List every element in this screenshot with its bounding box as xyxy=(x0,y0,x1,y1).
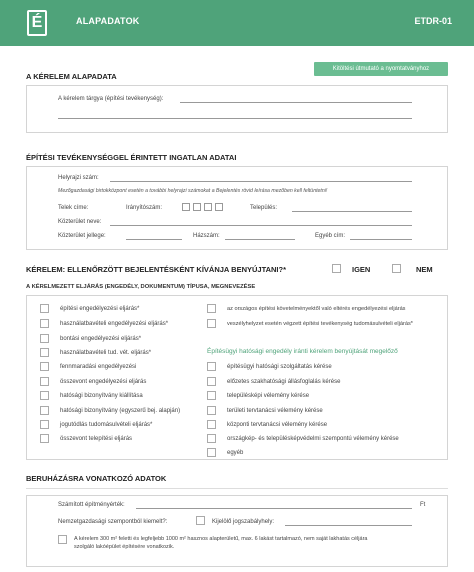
checkbox-proc-r6[interactable] xyxy=(207,406,216,415)
checkbox-no[interactable] xyxy=(392,264,401,273)
basic-data-box xyxy=(26,85,448,133)
checkbox-proc-7[interactable] xyxy=(40,391,49,400)
proc-option-2: használatbavételi engedélyezési eljárás* xyxy=(60,321,169,327)
proc-option-r3: építésügyi hatósági szolgáltatás kérése xyxy=(227,364,332,370)
checkbox-yes[interactable] xyxy=(332,264,341,273)
checkbox-proc-r5[interactable] xyxy=(207,391,216,400)
subject-input[interactable] xyxy=(180,102,412,103)
lakoepulet-note-2: szolgáló lakóépület építésére vonatkozik. xyxy=(74,544,175,550)
kozterulet-neve-input[interactable] xyxy=(110,225,412,226)
proc-option-r9: egyéb xyxy=(227,450,244,456)
proc-option-3: bontási engedélyezési eljárás* xyxy=(60,336,142,342)
section-title-basic: A KÉRELEM ALAPADATA xyxy=(26,72,117,81)
ertek-label: Számított építményérték: xyxy=(58,502,125,508)
proc-option-r5: településképi vélemény kérése xyxy=(227,393,310,399)
checkbox-proc-8[interactable] xyxy=(40,406,49,415)
checkbox-proc-3[interactable] xyxy=(40,334,49,343)
checkbox-proc-10[interactable] xyxy=(40,434,49,443)
hazszam-label: Házszám: xyxy=(193,233,220,239)
hrsz-label: Helyrajzi szám: xyxy=(58,175,99,181)
page-title: ALAPADATOK xyxy=(76,16,140,26)
subject-label: A kérelem tárgya (építési tevékenység): xyxy=(58,96,164,102)
checkbox-proc-2[interactable] xyxy=(40,319,49,328)
checkbox-proc-r1[interactable] xyxy=(207,304,216,313)
checkbox-proc-r3[interactable] xyxy=(207,362,216,371)
checkbox-proc-5[interactable] xyxy=(40,362,49,371)
proc-option-10: összevont telepítési eljárás xyxy=(60,436,133,442)
irsz-digit-2[interactable] xyxy=(193,203,201,211)
label-no: NEM xyxy=(416,265,433,274)
kozterulet-jellege-label: Közterület jellege: xyxy=(58,233,106,239)
nemzetgazd-label: Nemzetgazdasági szempontból kiemelt?: xyxy=(58,519,168,525)
jogszabaly-input[interactable] xyxy=(285,525,412,526)
checkbox-nemzetgazd[interactable] xyxy=(196,516,205,525)
proc-option-r4: előzetes szakhatósági állásfoglalás kérése xyxy=(227,379,341,385)
checkbox-proc-r4[interactable] xyxy=(207,377,216,386)
checkbox-proc-r7[interactable] xyxy=(207,420,216,429)
ertek-input[interactable] xyxy=(136,508,412,509)
proc-option-r6: területi tervtanácsi vélemény kérése xyxy=(227,408,323,414)
currency-label: Ft xyxy=(420,502,426,508)
proc-option-1: építési engedélyezési eljárás* xyxy=(60,306,140,312)
hrsz-note: Mezőgazdasági birtokközpont esetén a további helyrajzi számokat a Bejelentés rövid leírása mezőben kell feltüntetni! xyxy=(58,188,328,194)
checkbox-proc-r8[interactable] xyxy=(207,434,216,443)
checkbox-proc-4[interactable] xyxy=(40,348,49,357)
proc-option-r1: az országos építési követelményektől való eltérés engedélyezési eljárás xyxy=(227,306,406,312)
checkbox-proc-1[interactable] xyxy=(40,304,49,313)
proc-option-r2: veszélyhelyzet esetén végzett építési tevékenység tudomásulvételi eljárás* xyxy=(227,321,413,327)
egyeb-label: Egyéb cím: xyxy=(315,233,346,239)
section-title-procedure: KÉRELEM: ELLENŐRZÖTT BEJELENTÉSKÉNT KÍVÁNJA BENYÚJTANI?* xyxy=(26,265,287,274)
proc-option-r8: országkép- és településképvédelmi szempontú vélemény kérése xyxy=(227,436,399,442)
checkbox-proc-9[interactable] xyxy=(40,420,49,429)
investment-divider xyxy=(26,488,448,489)
irsz-digit-1[interactable] xyxy=(182,203,190,211)
etdr-logo-icon: É xyxy=(27,10,47,36)
lakoepulet-note-1: A kérelem 300 m² feletti és legfeljebb 1000 m² hasznos alapterületű, max. 6 lakást tartalmazó, nem saját lakhatás céljára xyxy=(74,536,368,542)
form-code: ETDR-01 xyxy=(414,16,452,26)
checkbox-proc-r2[interactable] xyxy=(207,319,216,328)
proc-option-8: hatósági bizonyítvány (egyszerű bej. alapján) xyxy=(60,408,181,414)
egyeb-input[interactable] xyxy=(350,239,412,240)
checkbox-lakoepulet[interactable] xyxy=(58,535,67,544)
header-bar xyxy=(0,0,474,46)
telepules-input[interactable] xyxy=(292,211,412,212)
jogszabaly-label: Kijelölő jogszabályhely: xyxy=(212,519,275,525)
guide-button[interactable]: Kitöltési útmutató a nyomtatványhoz xyxy=(314,62,448,76)
pre-application-note: Építésügyi hatósági engedély iránti kérelem benyújtását megelőző xyxy=(207,348,398,355)
section-title-investment: BERUHÁZÁSRA VONATKOZÓ ADATOK xyxy=(26,474,167,483)
checkbox-proc-r9[interactable] xyxy=(207,448,216,457)
proc-option-6: összevont engedélyezési eljárás xyxy=(60,379,147,385)
proc-option-r7: központi tervtanácsi vélemény kérése xyxy=(227,422,328,428)
kozterulet-jellege-input[interactable] xyxy=(126,239,182,240)
proc-option-4: használatbavételi tud. vét. eljárás* xyxy=(60,350,152,356)
irsz-digit-4[interactable] xyxy=(215,203,223,211)
hrsz-input[interactable] xyxy=(110,181,412,182)
irsz-label: Irányítószám: xyxy=(126,205,163,211)
subject-input-line2[interactable] xyxy=(58,118,412,119)
procedure-subtitle: A KÉRELMEZETT ELJÁRÁS (ENGEDÉLY, DOKUMENTUM) TÍPUSA, MEGNEVEZÉSE xyxy=(26,284,256,290)
telek-label: Telek címe: xyxy=(58,205,89,211)
label-yes: IGEN xyxy=(352,265,371,274)
proc-option-9: jogutódlás tudomásulvételi eljárás* xyxy=(60,422,153,428)
section-title-property: ÉPÍTÉSI TEVÉKENYSÉGGEL ÉRINTETT INGATLAN ADATAI xyxy=(26,153,237,162)
proc-option-7: hatósági bizonyítvány kiállítása xyxy=(60,393,143,399)
kozterulet-neve-label: Közterület neve: xyxy=(58,219,102,225)
irsz-digit-3[interactable] xyxy=(204,203,212,211)
proc-option-5: fennmaradási engedélyezési xyxy=(60,364,137,370)
telepules-label: Település: xyxy=(250,205,278,211)
hazszam-input[interactable] xyxy=(225,239,295,240)
checkbox-proc-6[interactable] xyxy=(40,377,49,386)
